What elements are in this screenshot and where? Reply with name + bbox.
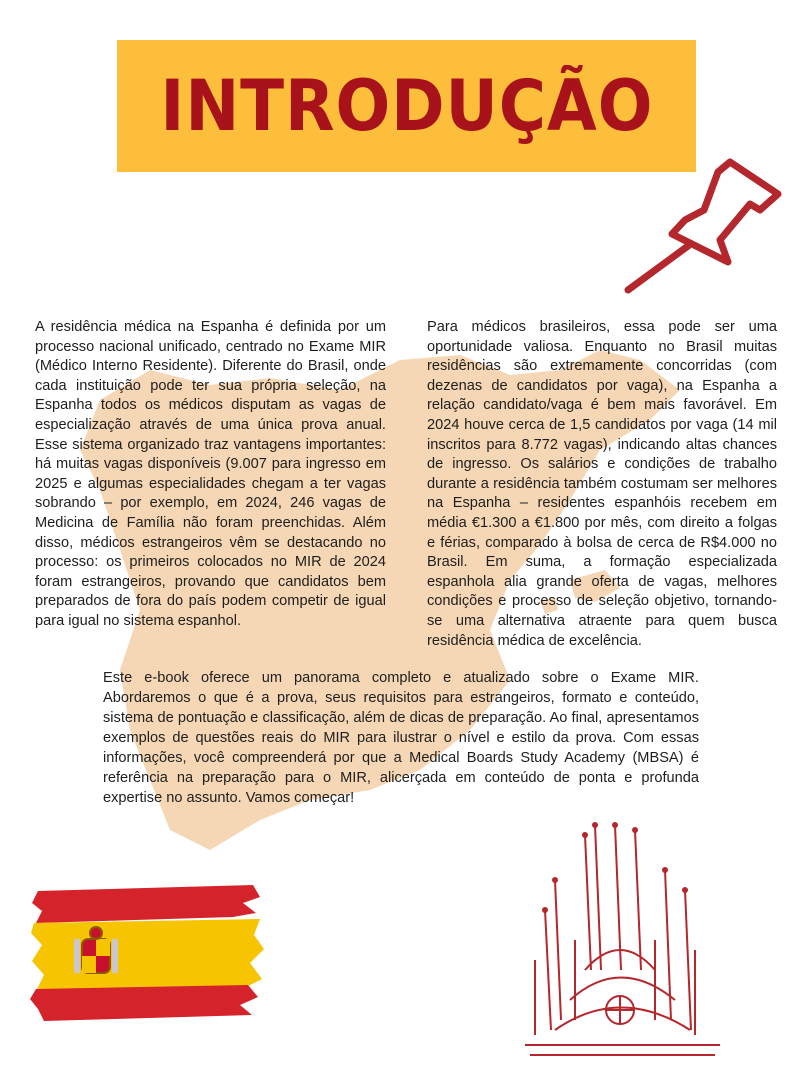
page-title: INTRODUÇÃO (160, 65, 653, 147)
ebook-summary-paragraph: Este e-book oferece um panorama completo e atualizado sobre o Exame MIR. Abordaremos o que é a prova, seus requisitos para estrangeiros, formato e conteúdo, sistema de pontuação e classificação, além de dicas de preparação. Ao final, apresentamos exemplos de questões reais do MIR para ilustrar o nível e estilo da prova. Com essas informações, você compreenderá por que a Medical Boards Study Academy (MBSA) é referência na preparação para o MIR, alicerçada em conteúdo de ponta e profunda expertise no assunto. Vamos começar! (103, 670, 699, 806)
intro-paragraph-right: Para médicos brasileiros, essa pode ser uma oportunidade valiosa. Enquanto no Brasil muitas residências são extremamente concorridas (com dezenas de candidatos por vaga), na Espanha a relação candidato/vaga é bem mais favorável. Em 2024 houve cerca de 1,5 candidatos por vaga (14 mil inscritos para 8.772 vagas), indicando altas chances de ingresso. Os salários e condições de trabalho durante a residência também costumam ser melhores na Espanha – residentes espanhóis recebem em média €1.300 a €1.800 por mês, com direito a folgas e férias, comparado à bolsa de cerca de R$4.000 no Brasil. Em suma, a formação especializada espanhola alia grande oferta de vagas, melhores condições e processo de seleção objetivo, tornando-se uma alternativa atraente para quem busca residência médica de excelência. (427, 319, 777, 649)
push-pin-icon (610, 150, 790, 300)
intro-paragraph-left: A residência médica na Espanha é definida por um processo nacional unificado, centrado no Exame MIR (Médico Interno Residente). Diferente do Brasil, onde cada instituição pode ter sua própria seleção, na Espanha todos os médicos disputam as vagas de especialização através de uma única prova anual. Esse sistema organizado traz vantagens importantes: há muitas vagas disponíveis (9.007 para ingresso em 2025 e algumas especialidades chegam a ter vagas sobrando – por exemplo, em 2024, 246 vagas de Medicina de Família não foram preenchidas. Além disso, médicos estrangeiros vêm se destacando no processo: os primeiros colocados no MIR de 2024 foram estrangeiros, provando que candidatos bem preparados de fora do país podem competir de igual para igual no sistema espanhol. (35, 319, 386, 629)
spain-flag-icon (28, 883, 268, 1023)
sagrada-familia-illustration (525, 820, 720, 1060)
